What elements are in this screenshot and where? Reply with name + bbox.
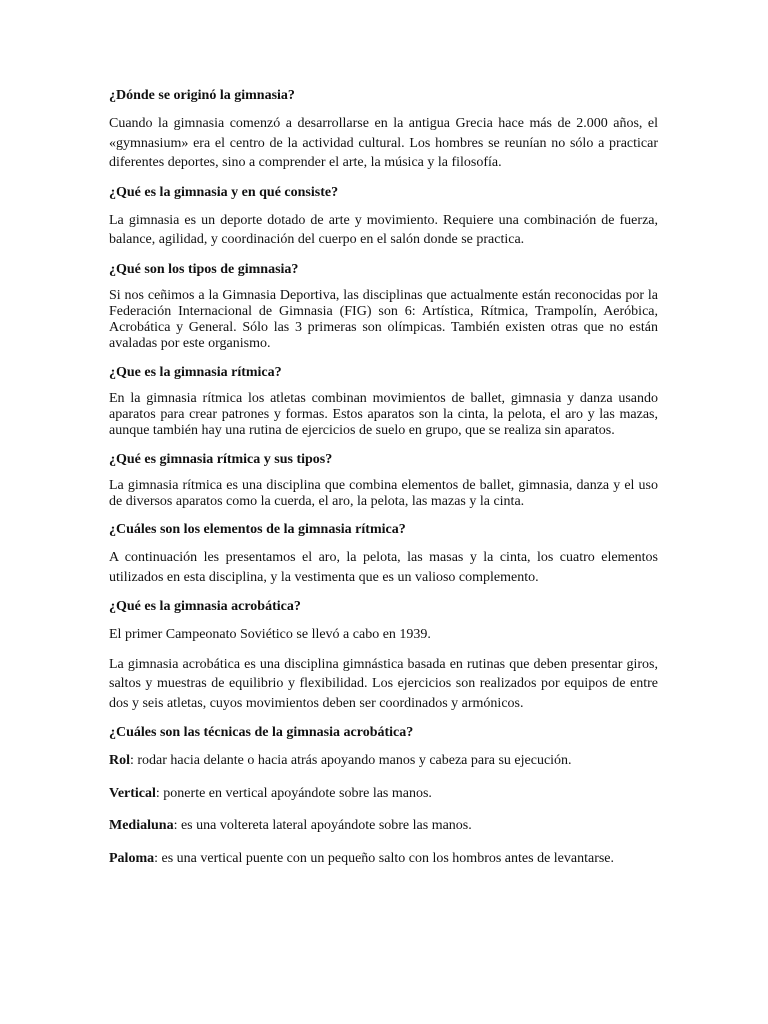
answer-paragraph-rhythmic: En la gimnasia rítmica los atletas combinan movimientos de ballet, gimnasia y danza usando aparatos para crear patrones y formas. Estos aparatos son la cinta, la pelota, el aro y las mazas, aunque también hay una rutina de ejercicios de suelo en grupo, que se realiza sin aparatos.: [109, 390, 658, 439]
technique-item-vertical: [109, 784, 658, 804]
question-heading-acrobatic: ¿Qué es la gimnasia acrobática?: [109, 599, 301, 615]
answer-paragraph-rhythmic-elements: A continuación les presentamos el aro, la pelota, las masas y la cinta, los cuatro elementos utilizados en esta disciplina, y la vestimenta que es un valioso complemento.: [109, 550, 658, 585]
answer-paragraph-acrobatic-history: El primer Campeonato Soviético se llevó a cabo en 1939.: [109, 627, 431, 643]
technique-term: Rol: [109, 753, 130, 769]
answer-paragraph-definition: La gimnasia es un deporte dotado de arte y movimiento. Requiere una combinación de fuerza, balance, agilidad, y coordinación del cuerpo en el salón donde se practica.: [109, 212, 658, 247]
question-heading-rhythmic-types: ¿Qué es gimnasia rítmica y sus tipos?: [109, 451, 333, 467]
technique-definition: : ponerte en vertical apoyándote sobre las manos.: [155, 785, 432, 801]
technique-term: Vertical: [109, 785, 156, 801]
technique-item-paloma: [109, 849, 658, 869]
answer-paragraph-rhythmic-types: La gimnasia rítmica es una disciplina que combina elementos de ballet, gimnasia, danza y el uso de diversos aparatos como la cuerda, el aro, la pelota, las mazas y la cinta.: [109, 477, 658, 509]
technique-term: Paloma: [109, 850, 155, 866]
question-heading-rhythmic: ¿Que es la gimnasia rítmica?: [109, 364, 282, 380]
technique-term: Medialuna: [109, 818, 174, 834]
technique-item-rol: [109, 751, 658, 771]
document-body: [109, 86, 658, 881]
technique-definition: : es una voltereta lateral apoyándote sobre las manos.: [173, 818, 472, 834]
technique-definition: : es una vertical puente con un pequeño salto con los hombros antes de levantarse.: [154, 850, 615, 866]
question-heading-acrobatic-techniques: ¿Cuáles son las técnicas de la gimnasia acrobática?: [109, 725, 414, 741]
technique-item-medialuna: [109, 816, 658, 836]
question-heading-origin: ¿Dónde se originó la gimnasia?: [109, 88, 295, 103]
question-heading-types: ¿Qué son los tipos de gimnasia?: [109, 261, 299, 277]
answer-paragraph-origin: Cuando la gimnasia comenzó a desarrollarse en la antigua Grecia hace más de 2.000 años, el «gymnasium» era el centro de la actividad cultural. Los hombres se reunían no sólo a practicar diferentes deportes, sino a comprender el arte, la música y la filosofía.: [109, 116, 658, 170]
answer-paragraph-types: Si nos ceñimos a la Gimnasia Deportiva, las disciplinas que actualmente están reconocidas por la Federación Internacional de Gimnasia (FIG) son 6: Artística, Rítmica, Trampolín, Aeróbica, Acrobática y General. Sólo las 3 primeras son olímpicas. También existen otras que no están avaladas por este organismo.: [109, 287, 658, 352]
answer-paragraph-acrobatic-description: La gimnasia acrobática es una disciplina gimnástica basada en rutinas que deben presentar giros, saltos y muestras de equilibrio y flexibilidad. Los ejercicios son realizados por equipos de entre dos y seis atletas, cuyos movimientos deben ser coordinados y armónicos.: [109, 656, 658, 711]
question-heading-rhythmic-elements: ¿Cuáles son los elementos de la gimnasia rítmica?: [109, 522, 406, 538]
technique-definition: : rodar hacia delante o hacia atrás apoyando manos y cabeza para su ejecución.: [130, 753, 572, 769]
question-heading-definition: ¿Qué es la gimnasia y en qué consiste?: [109, 184, 339, 200]
